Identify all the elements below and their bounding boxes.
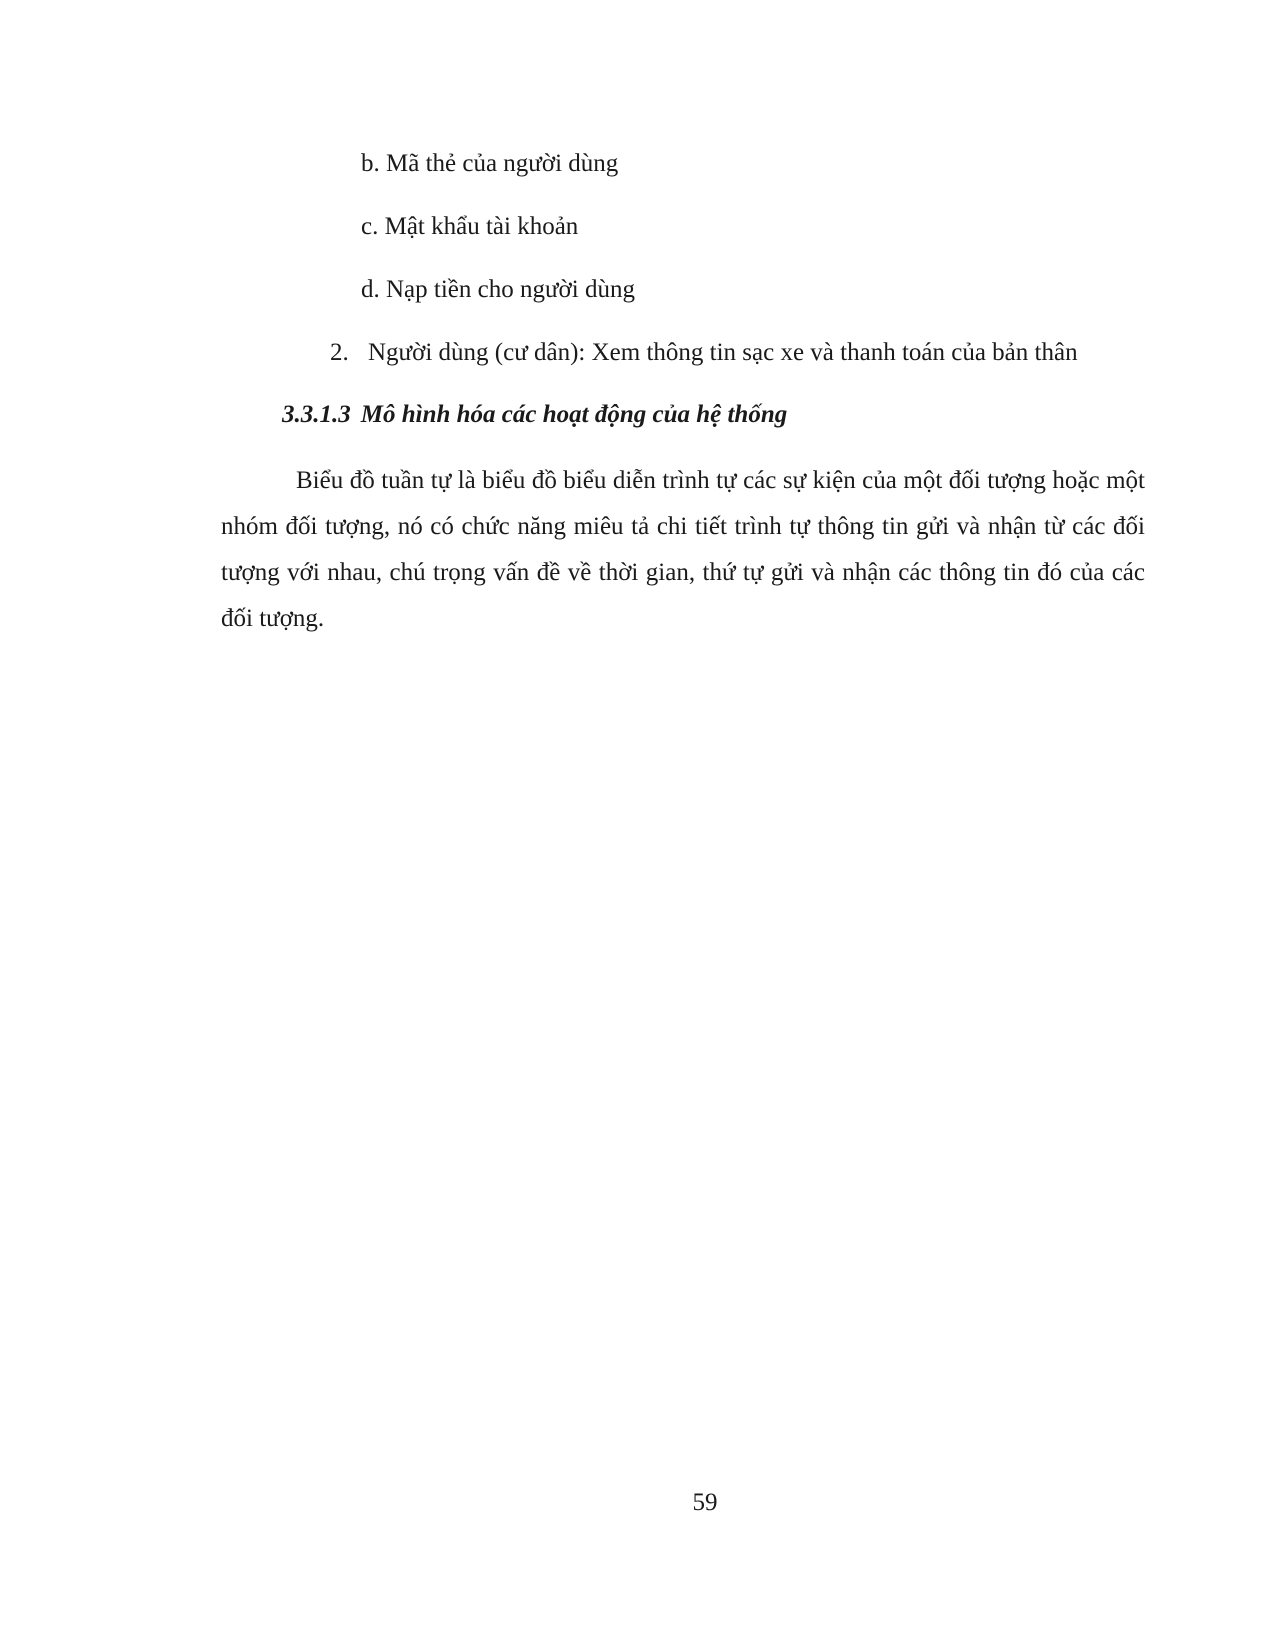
section-title: Mô hình hóa các hoạt động của hệ thống (360, 401, 788, 428)
list-sub-item-b: b. Mã thẻ của người dùng (361, 150, 619, 177)
list-item-number: 2. (330, 339, 349, 366)
list-item-text: Người dùng (cư dân): Xem thông tin sạc xe và thanh toán của bản thân (368, 339, 1078, 366)
body-paragraph: Biểu đồ tuần tự là biểu đồ biểu diễn trình tự các sự kiện của một đối tượng hoặc một nhóm đối tượng, nó có chức năng miêu tả chi tiết trình tự thông tin gửi và nhận từ các đối tượng với nhau, chú trọng vấn đề về thời gian, thứ tự gửi và nhận các thông tin đó của các đối tượng. (221, 467, 1145, 632)
list-sub-item-c: c. Mật khẩu tài khoản (361, 213, 579, 240)
numbered-list-item (330, 338, 1078, 368)
list-sub-item-d: d. Nạp tiền cho người dùng (361, 276, 635, 303)
page-number: 59 (692, 1489, 718, 1516)
section-heading (282, 400, 787, 430)
section-number: 3.3.1.3 (282, 401, 351, 428)
